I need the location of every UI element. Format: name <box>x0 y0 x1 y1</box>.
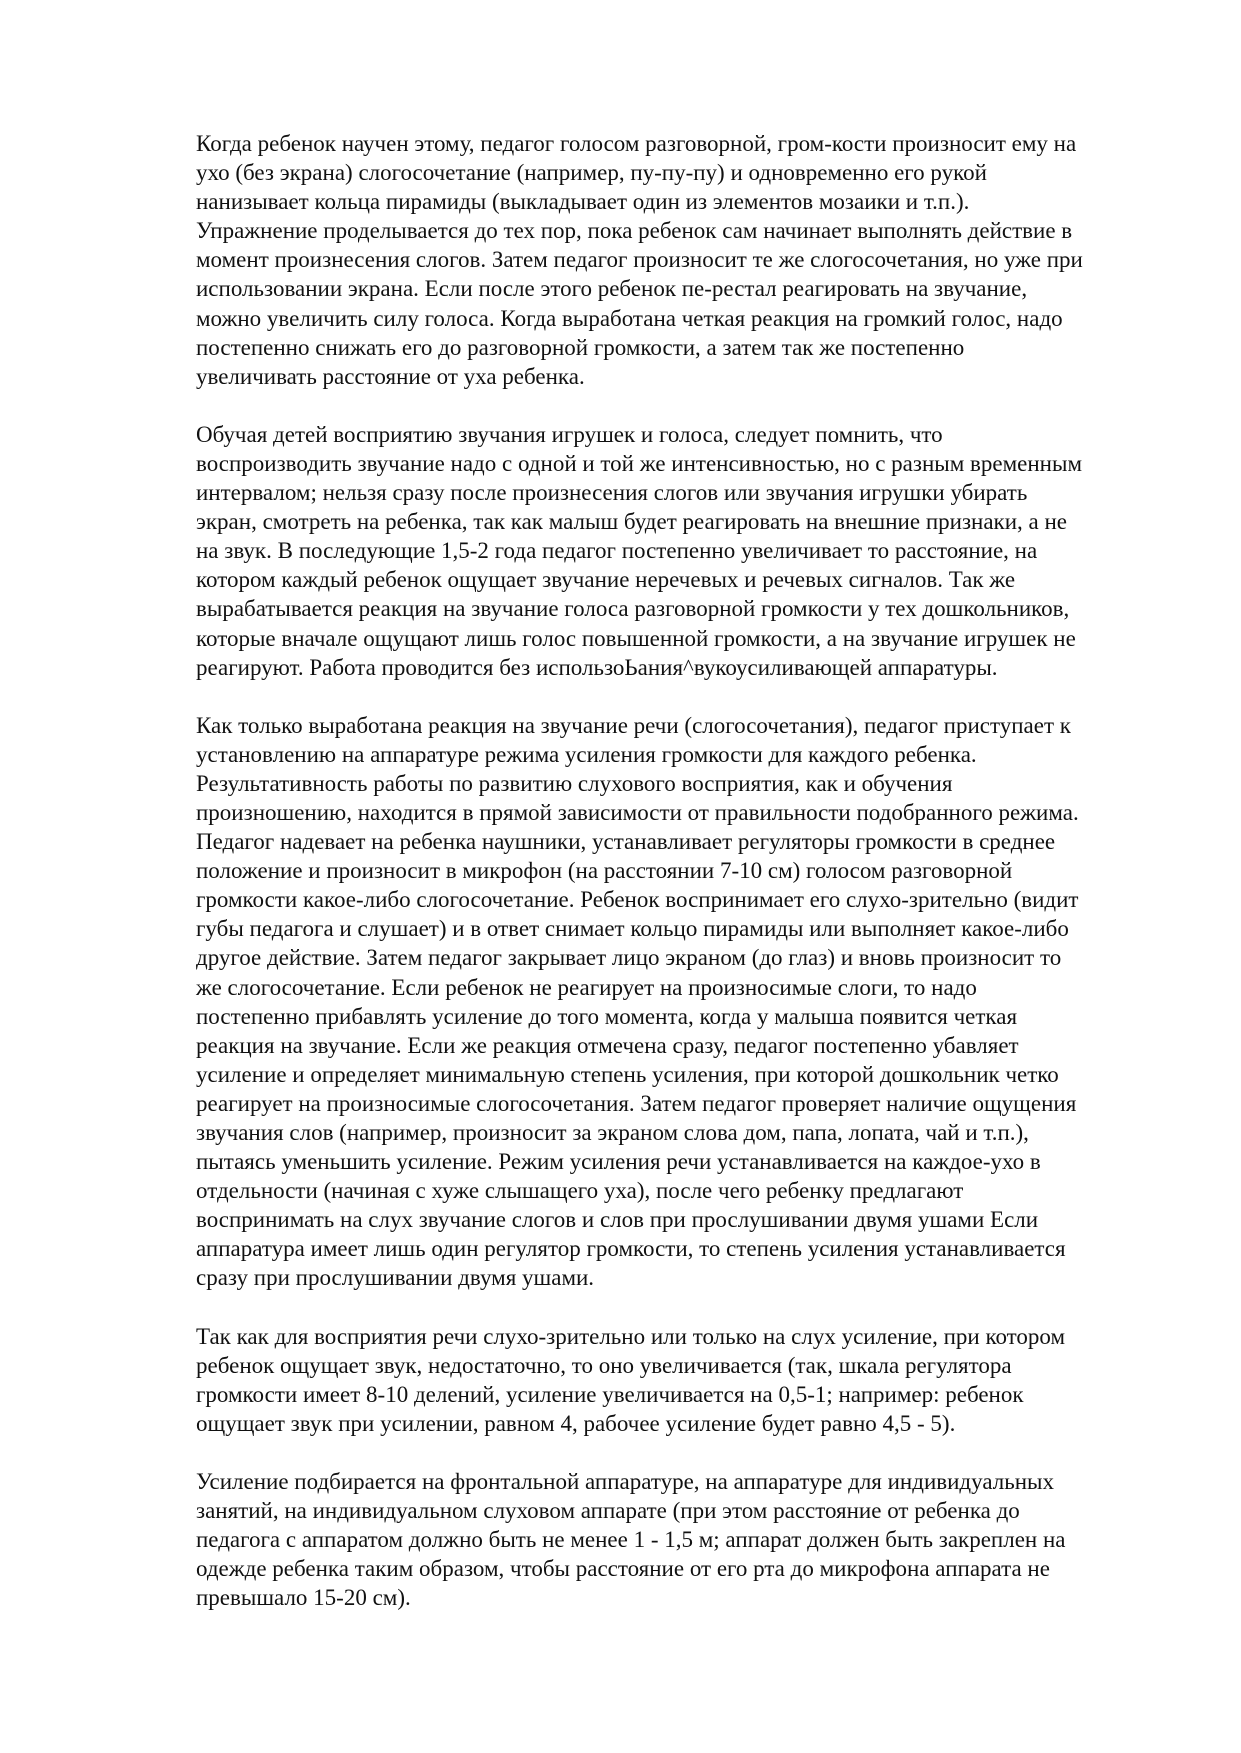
document-body <box>196 129 1196 1612</box>
text-line: пытаясь уменьшить усиление. Режим усиления речи устанавливается на каждое-ухо в <box>196 1149 1041 1175</box>
text-line: превышало 15-20 см). <box>196 1585 411 1611</box>
text-line: звучания слов (например, произносит за экраном слова дом, папа, лопата, чай и т.п.), <box>196 1120 1029 1145</box>
text-line: момент произнесения слогов. Затем педагог произносит те же слогосочетания, но уже при <box>196 247 1083 273</box>
paragraph-2 <box>196 420 1196 682</box>
text-line: ребенок ощущает звук, недостаточно, то оно увеличивается (так, шкала регулятора <box>196 1352 1012 1378</box>
text-line: сразу при прослушивании двумя ушами. <box>196 1265 595 1291</box>
text-line: педагога с аппаратом должно быть не менее 1 - 1,5 м; аппарат должен быть закреплен на <box>196 1527 1066 1553</box>
paragraph-4 <box>196 1322 1196 1438</box>
text-line: экран, смотреть на ребенка, так как малыш будет реагировать на внешние признаки, а не <box>196 509 1068 535</box>
text-line: Усиление подбирается на фронтальной аппаратуре, на аппаратуре для индивидуальных <box>196 1468 1054 1494</box>
text-line: произношению, находится в прямой зависимости от правильности подобранного режима. <box>196 799 1079 825</box>
text-line: интервалом; нельзя сразу после произнесения слогов или звучания игрушки убирать <box>196 480 1028 506</box>
text-line: постепенно прибавлять усиление до того момента, когда у малыша появится четкая <box>196 1003 1018 1029</box>
text-line: ухо (без экрана) слогосочетание (например, пу-пу-пу) и одновременно его рукой <box>196 160 987 186</box>
text-line: увеличивать расстояние от уха ребенка. <box>196 363 585 389</box>
text-line: одежде ребенка таким образом, чтобы расстояние от его рта до микрофона аппарата не <box>196 1556 1050 1582</box>
text-line: Как только выработана реакция на звучание речи (слогосочетания), педагог приступает к <box>196 712 1071 738</box>
text-line: Результативность работы по развитию слухового восприятия, как и обучения <box>196 770 953 796</box>
text-line: аппаратура имеет лишь один регулятор громкости, то степень усиления устанавливается <box>196 1236 1066 1262</box>
text-line: Когда ребенок научен этому, педагог голосом разговорной, гром-кости произносит ему на <box>196 131 1077 156</box>
text-line: ощущает звук при усилении, равном 4, рабочее усиление будет равно 4,5 - 5). <box>196 1410 956 1436</box>
text-line: Педагог надевает на ребенка наушники, устанавливает регуляторы громкости в среднее <box>196 829 1056 855</box>
text-line: реагирует на произносимые слогосочетания. Затем педагог проверяет наличие ощущения <box>196 1090 1077 1116</box>
text-line: другое действие. Затем педагог закрывает лицо экраном (до глаз) и вновь произносит то <box>196 945 1062 971</box>
paragraph-3 <box>196 711 1196 1293</box>
text-line: положение и произносит в микрофон (на расстоянии 7-10 см) голосом разговорной <box>196 858 1013 884</box>
text-line: отдельности (начиная с хуже слышащего уха), после чего ребенку предлагают <box>196 1178 964 1204</box>
text-line: воспроизводить звучание надо с одной и той же интенсивностью, но с разным временным <box>196 450 1082 476</box>
text-line: можно увеличить силу голоса. Когда выработана четкая реакция на громкий голос, надо <box>196 305 1063 331</box>
text-line: громкости имеет 8-10 делений, усиление увеличивается на 0,5-1; например: ребенок <box>196 1381 1024 1407</box>
text-line: на звук. В последующие 1,5-2 года педагог постепенно увеличивает то расстояние, на <box>196 538 1038 564</box>
text-line: губы педагога и слушает) и в ответ снимает кольцо пирамиды или выполняет какое-либо <box>196 916 1069 942</box>
text-line: вырабатывается реакция на звучание голоса разговорной громкости у тех дошкольников, <box>196 596 1070 622</box>
text-line: постепенно снижать его до разговорной громкости, а затем так же постепенно <box>196 334 965 360</box>
text-line: установлению на аппаратуре режима усиления громкости для каждого ребенка. <box>196 741 977 767</box>
text-line: реагируют. Работа проводится без использоЬания^вукоусиливающей аппаратуры. <box>196 654 998 680</box>
text-line: Обучая детей восприятию звучания игрушек и голоса, следует помнить, что <box>196 421 943 447</box>
text-line: использовании экрана. Если после этого ребенок пе-рестал реагировать на звучание, <box>196 276 1028 302</box>
text-line: которые вначале ощущают лишь голос повышенной громкости, а на звучание игрушек не <box>196 625 1076 651</box>
text-line: нанизывает кольца пирамиды (выкладывает один из элементов мозаики и т.п.). <box>196 189 970 215</box>
text-line: воспринимать на слух звучание слогов и слов при прослушивании двумя ушами Если <box>196 1207 1039 1233</box>
text-line: усиление и определяет минимальную степень усиления, при которой дошкольник четко <box>196 1061 1059 1087</box>
text-line: занятий, на индивидуальном слуховом аппарате (при этом расстояние от ребенка до <box>196 1498 1020 1524</box>
text-line: Так как для восприятия речи слухо-зрительно или только на слух усиление, при котором <box>196 1323 1066 1349</box>
text-line: котором каждый ребенок ощущает звучание неречевых и речевых сигналов. Так же <box>196 567 1016 593</box>
paragraph-1 <box>196 129 1196 391</box>
text-line: громкости какое-либо слогосочетание. Ребенок воспринимает его слухо-зрительно (видит <box>196 887 1079 913</box>
text-line: Упражнение проделывается до тех пор, пока ребенок сам начинает выполнять действие в <box>196 218 1073 244</box>
paragraph-5 <box>196 1467 1196 1612</box>
text-line: реакция на звучание. Если же реакция отмечена сразу, педагог постепенно убавляет <box>196 1032 1019 1058</box>
text-line: же слогосочетание. Если ребенок не реагирует на произносимые слоги, то надо <box>196 974 977 1000</box>
